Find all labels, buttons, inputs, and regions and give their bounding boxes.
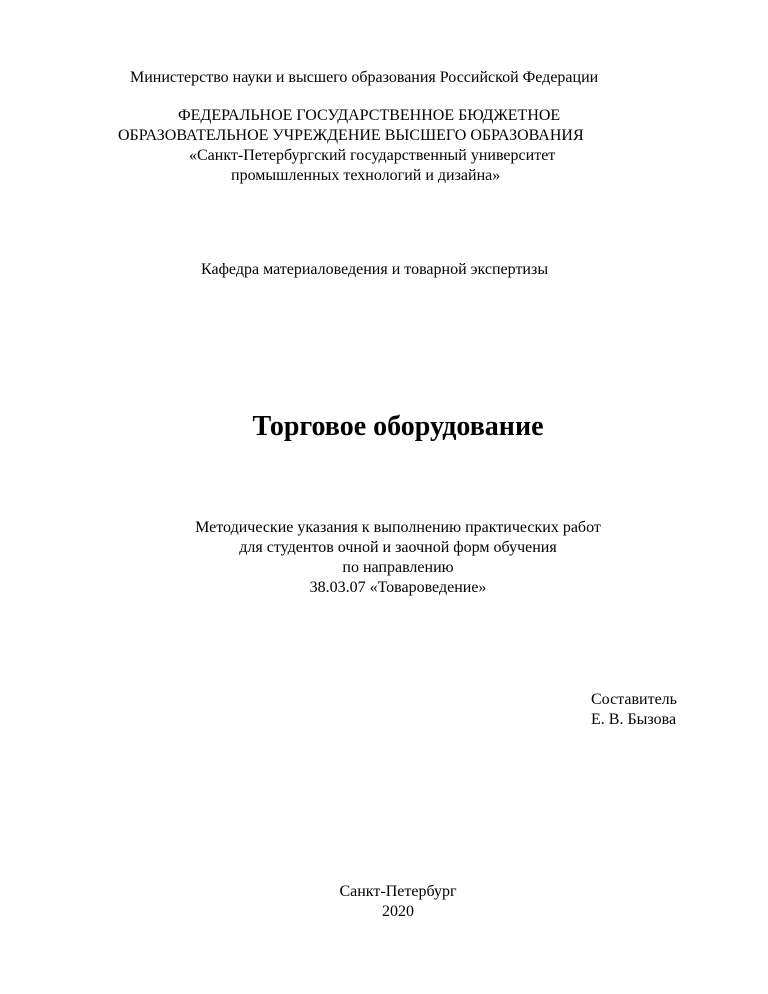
description-line-2: для студентов очной и заочной форм обучения — [239, 539, 557, 556]
university-line-2: промышленных технологий и дизайна» — [231, 167, 501, 184]
description-line-1: Методические указания к выполнению практических работ — [195, 519, 601, 536]
document-title: Торговое оборудование — [252, 411, 544, 442]
department-line: Кафедра материаловедения и товарной экспертизы — [201, 261, 549, 278]
institution-line-2: ОБРАЗОВАТЕЛЬНОЕ УЧРЕЖДЕНИЕ ВЫСШЕГО ОБРАЗОВАНИЯ — [118, 127, 584, 144]
footer-city: Санкт-Петербург — [339, 883, 457, 900]
description-line-3: по направлению — [342, 559, 454, 576]
footer-year: 2020 — [382, 903, 414, 920]
description-line-4: 38.03.07 «Товароведение» — [309, 579, 487, 596]
compiler-name: Е. В. Бызова — [591, 711, 677, 728]
university-line-1: «Санкт-Петербургский государственный университет — [189, 147, 556, 164]
ministry-line: Министерство науки и высшего образования Российской Федерации — [130, 69, 599, 86]
compiler-label: Составитель — [591, 691, 677, 708]
institution-line-1: ФЕДЕРАЛЬНОЕ ГОСУДАРСТВЕННОЕ БЮДЖЕТНОЕ — [178, 107, 561, 124]
